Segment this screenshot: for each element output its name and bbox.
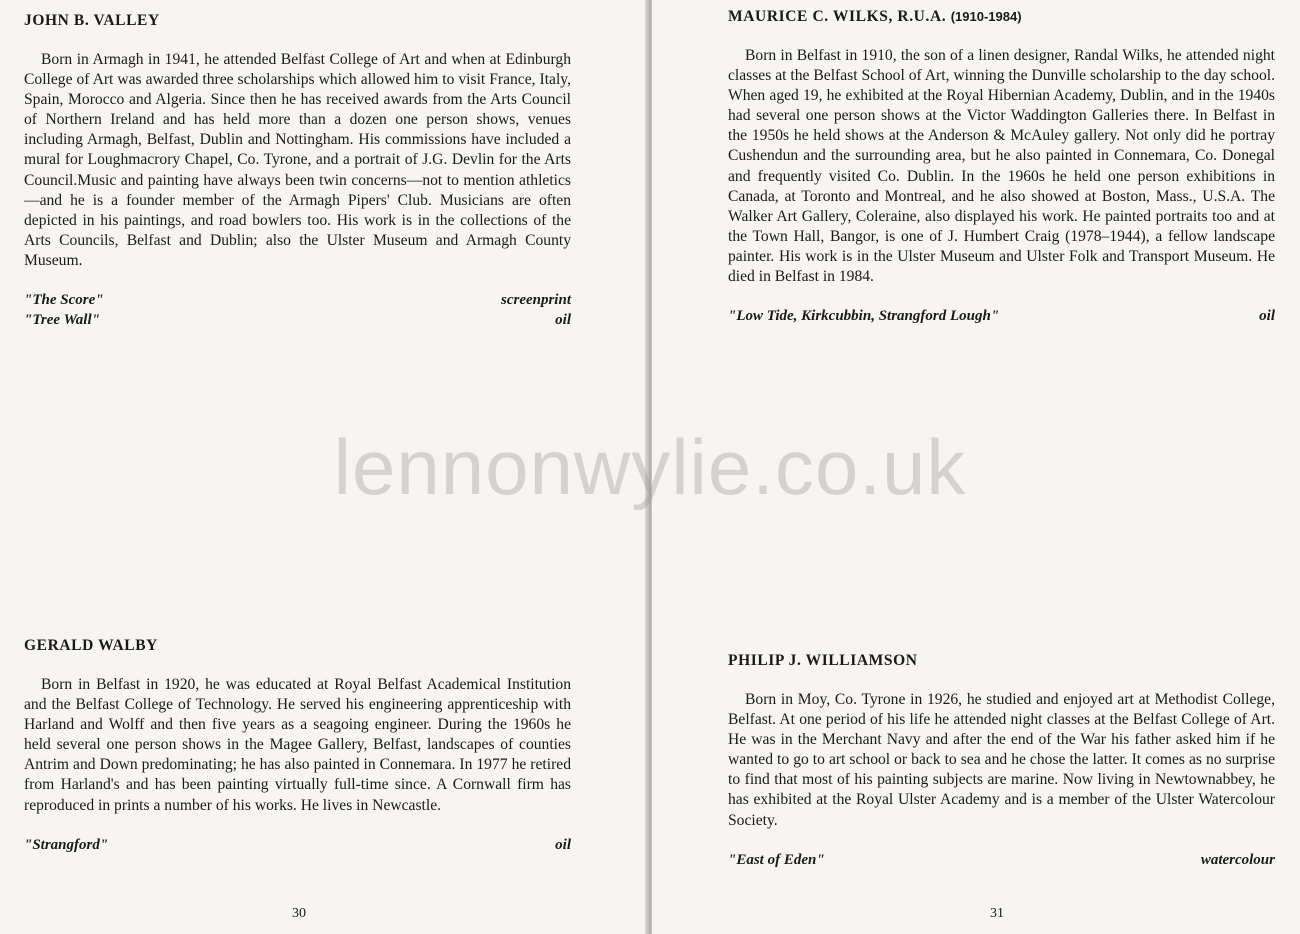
works-list <box>24 290 571 330</box>
artist-entry-wilks <box>728 8 1275 326</box>
work-medium: watercolour <box>1200 851 1275 868</box>
work-title: "Strangford" <box>24 836 109 853</box>
work-title: "East of Eden" <box>728 851 825 868</box>
artist-name: GERALD WALBY <box>24 637 158 654</box>
artist-biography: Born in Armagh in 1941, he attended Belfast College of Art and when at Edinburgh College of Art was awarded three scholarships which allowed him to visit France, Italy, Spain, Morocco and Algeria. Since then he has received awards from the Arts Council of Northern Ireland and has held more than a dozen one person shows, venues including Armagh, Belfast, Dublin and Nottingham. His commissions have included a mural for Loughmacrory Chapel, Co. Tyrone, and a portrait of J.G. Devlin for the Arts Council.Music and painting have always been twin concerns—not to mention athletics—and he is a founder member of the Armagh Pipers' Club. Musicians are often depicted in his paintings, and road bowlers too. His work is in the collections of the Arts Councils, Belfast and Dublin; also the Ulster Museum and Armagh County Museum. <box>24 51 571 269</box>
works-list <box>24 835 571 855</box>
work-medium: oil <box>555 836 571 853</box>
watermark-text: lennonwylie.co.uk <box>333 423 967 511</box>
work-item <box>24 835 571 855</box>
work-medium: oil <box>1259 308 1275 325</box>
artist-name: PHILIP J. WILLIAMSON <box>728 652 918 669</box>
artist-entry-williamson <box>728 652 1275 870</box>
work-medium: screenprint <box>500 292 571 309</box>
works-list <box>728 850 1275 870</box>
work-item <box>24 310 571 330</box>
left-page <box>0 0 648 934</box>
artist-entry-vallely <box>24 12 571 330</box>
work-item <box>728 850 1275 870</box>
right-page <box>652 0 1300 934</box>
work-title: "Tree Wall" <box>24 312 100 329</box>
artist-biography: Born in Belfast in 1910, the son of a linen designer, Randal Wilks, he attended night classes at the Belfast School of Art, winning the Dunville scholarship to the day school. When aged 19, he exhibited at the Royal Hibernian Academy, Dublin, and in the 1940s had several one person shows at the Victor Waddington Galleries there. In Belfast in the 1950s he held shows at the Anderson & McAuley gallery. Not only did he portray Cushendun and the surrounding area, but he also painted in Connemara, Co. Donegal and frequently visited Co. Dublin. In the 1960s he held one person exhibitions in Canada, at Toronto and Montreal, and he also showed at Boston, Mass., U.S.A. The Walker Art Gallery, Coleraine, also displayed his work. He painted portraits too and at the Town Hall, Bangor, is one of J. Humbert Craig (1978–1944), a fellow landscape painter. His work is in the Ulster Museum and Ulster Folk and Transport Museum. He died in Belfast in 1984. <box>728 47 1275 286</box>
work-title: "Low Tide, Kirkcubbin, Strangford Lough" <box>728 308 1000 325</box>
artist-heading <box>728 8 1275 26</box>
work-medium: oil <box>555 312 571 329</box>
page-number: 31 <box>990 906 1004 921</box>
artist-dates: (1910-1984) <box>950 9 1022 24</box>
work-item <box>728 306 1275 326</box>
artist-biography: Born in Moy, Co. Tyrone in 1926, he studied and enjoyed art at Methodist College, Belfast. At one period of his life he attended night classes at the Belfast College of Art. He was in the Merchant Navy and after the end of the War his father asked him if he wanted to go to art school or back to sea and he chose the latter. It comes as no surprise to find that most of his painting subjects are marine. Now living in Newtownabbey, he has exhibited at the Royal Ulster Academy and is a member of the Ulster Watercolour Society. <box>728 691 1275 829</box>
work-title: "The Score" <box>24 292 104 309</box>
works-list <box>728 306 1275 326</box>
page-number: 30 <box>292 906 306 921</box>
artist-name: JOHN B. VALLEY <box>24 12 160 29</box>
artist-biography: Born in Belfast in 1920, he was educated at Royal Belfast Academical Institution and the Belfast College of Technology. He served his engineering apprenticeship with Harland and Wolff and then five years as a seagoing engineer. During the 1960s he held several one person shows in the Magee Gallery, Belfast, landscapes of counties Antrim and Down predominating; he has also painted in Connemara. In 1977 he retired from Harland's and has been painting virtually full-time since. A Cornwall firm has reproduced in prints a number of his works. He lives in Newcastle. <box>24 676 571 814</box>
artist-name: MAURICE C. WILKS, R.U.A. <box>728 8 947 25</box>
artist-entry-walby <box>24 637 571 855</box>
work-item <box>24 290 571 310</box>
